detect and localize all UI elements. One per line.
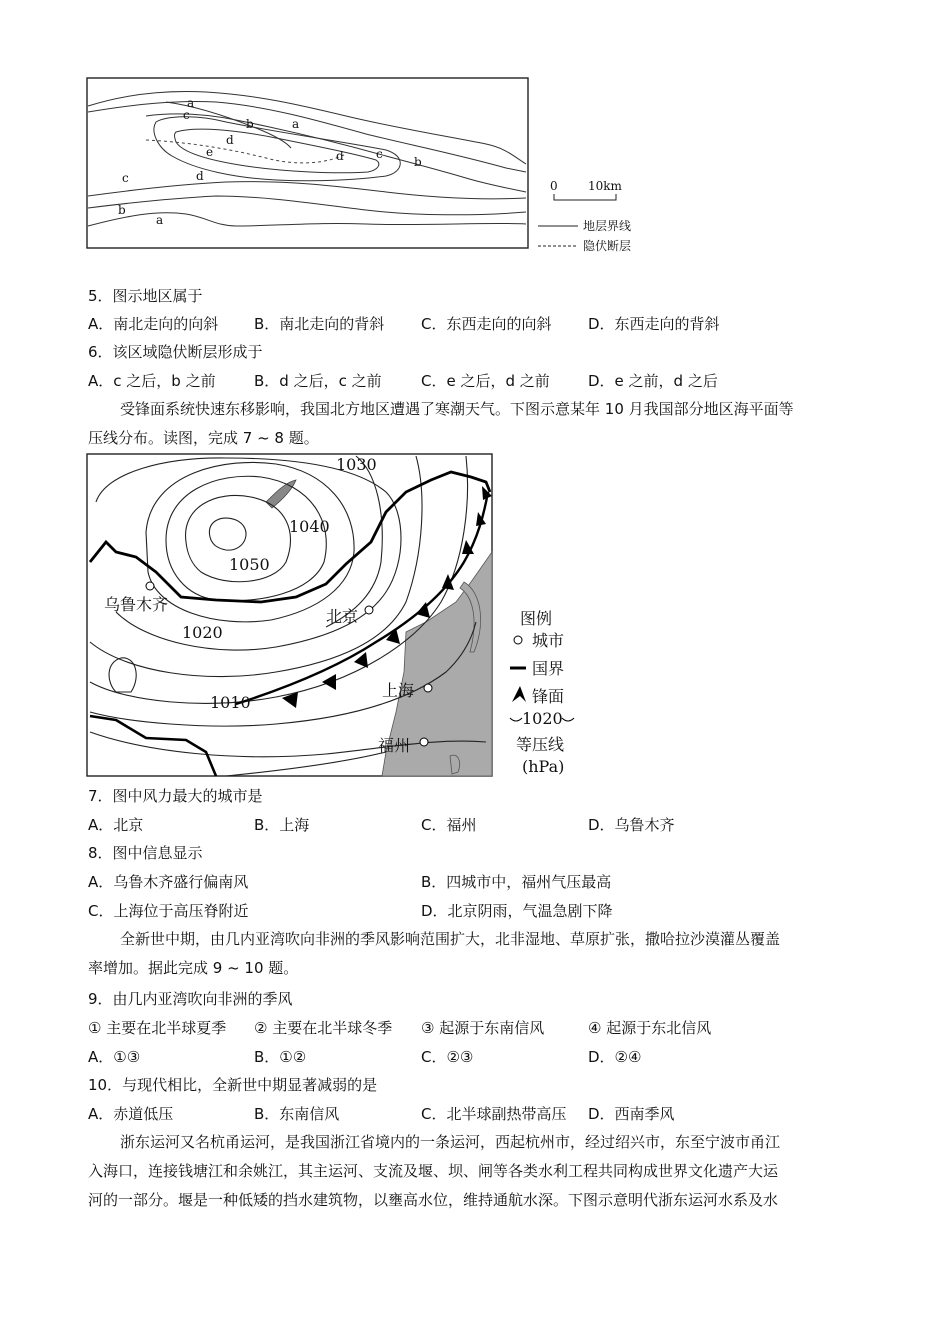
passage-canal [88, 1128, 868, 1215]
q5-option-d: D．东西走向的背斜 [588, 315, 720, 333]
scale-bar [554, 194, 616, 200]
q7-stem: 7．图中风力最大的城市是 [88, 787, 263, 805]
city-shanghai: 上海 [382, 681, 415, 700]
q7-option-b: B．上海 [254, 816, 310, 834]
q7-option-d: D．乌鲁木齐 [588, 816, 675, 834]
geo-label: d [196, 169, 204, 183]
geo-label: a [156, 213, 164, 227]
geo-label: b [118, 203, 126, 217]
city-fuzhou: 福州 [378, 736, 411, 755]
q9-item-4: ④ 起源于东北信风 [588, 1019, 712, 1037]
q5-stem: 5．图示地区属于 [88, 287, 203, 305]
q6-option-a: A．c 之后，b 之前 [88, 372, 216, 390]
q8-option-c: C．上海位于高压脊附近 [88, 902, 249, 920]
q10-option-c: C．北半球副热带高压 [421, 1105, 567, 1123]
passage-line: 受锋面系统快速东移影响，我国北方地区遭遇了寒潮天气。下图示意某年 10 月我国部分地区海平面等 [120, 400, 794, 418]
q9-option-b: B．①② [254, 1048, 307, 1066]
city-beijing: 北京 [326, 607, 359, 626]
q9-stem: 9．由几内亚湾吹向非洲的季风 [88, 990, 293, 1008]
q7-option-a: A．北京 [88, 816, 144, 834]
q8-stem: 8．图中信息显示 [88, 844, 203, 862]
q5-option-a: A．南北走向的向斜 [88, 315, 219, 333]
city-shanghai-marker [424, 684, 432, 692]
passage-line: 率增加。据此完成 9 ~ 10 题。 [88, 959, 299, 977]
q6-option-c: C．e 之后，d 之前 [421, 372, 550, 390]
q6-option-d: D．e 之前，d 之后 [588, 372, 718, 390]
passage-line: 压线分布。读图，完成 7 ~ 8 题。 [88, 429, 319, 447]
legend-isobar-icon-left [510, 718, 522, 721]
geo-label: e [206, 145, 214, 159]
geo-label: a [292, 117, 300, 131]
q7-option-c: C．福州 [421, 816, 477, 834]
geo-label: b [246, 117, 254, 131]
legend-front-icon [512, 686, 526, 702]
q9-option-d: D．②④ [588, 1048, 642, 1066]
passage-monsoon [88, 925, 868, 983]
city-urumqi: 乌鲁木齐 [104, 595, 169, 614]
passage-line: 河的一部分。堰是一种低矮的挡水建筑物，以壅高水位，维持通航水深。下图示意明代浙东运河水系及水 [88, 1191, 779, 1209]
geo-label: c [183, 108, 190, 122]
city-urumqi-marker [146, 582, 154, 590]
q9-option-c: C．②③ [421, 1048, 474, 1066]
isobar-1020-label: 1020 [182, 623, 223, 642]
isobar-1050-label: 1050 [229, 555, 270, 574]
q10-option-b: B．东南信风 [254, 1105, 340, 1123]
legend-fault: 隐伏断层 [583, 239, 632, 253]
scale-zero: 0 [550, 179, 558, 193]
q8-option-d: D．北京阴雨，气温急剧下降 [421, 902, 613, 920]
q9-item-3: ③ 起源于东南信风 [421, 1019, 545, 1037]
q6-option-b: B．d 之后，c 之前 [254, 372, 382, 390]
q10-stem: 10．与现代相比，全新世中期显著减弱的是 [88, 1076, 378, 1094]
isobar-1010-label: 1010 [210, 693, 251, 712]
geo-label: c [122, 171, 129, 185]
geo-label: b [414, 155, 422, 169]
legend-city: 城市 [532, 631, 565, 650]
passage-line: 浙东运河又名杭甬运河，是我国浙江省境内的一条运河，西起杭州市，经过绍兴市，东至宁波市甬江 [120, 1133, 781, 1151]
legend-isobar-value: 1020 [522, 709, 563, 728]
passage-line: 全新世中期，由几内亚湾吹向非洲的季风影响范围扩大，北非湿地、草原扩张，撒哈拉沙漠灌丛覆盖 [120, 930, 781, 948]
geo-label: d [226, 133, 234, 147]
q9-item-2: ② 主要在北半球冬季 [254, 1019, 393, 1037]
legend-border: 国界 [532, 659, 565, 678]
geology-figure [86, 76, 656, 258]
isobar-1040-label: 1040 [289, 517, 330, 536]
legend-boundary: 地层界线 [583, 219, 632, 233]
geo-label: a [187, 96, 195, 110]
legend-isobar-icon-right [562, 718, 574, 721]
island [450, 755, 460, 774]
geo-label: d [336, 149, 344, 163]
passage-cold-wave [88, 395, 868, 453]
isobar-1030-label: 1030 [336, 455, 377, 474]
city-beijing-marker [365, 606, 373, 614]
legend-front: 锋面 [532, 687, 565, 706]
legend-unit: (hPa) [522, 757, 565, 776]
legend-isobar: 等压线 [516, 735, 565, 754]
legend-city-icon [514, 636, 522, 644]
legend-title: 图例 [520, 609, 553, 628]
q5-option-c: C．东西走向的向斜 [421, 315, 552, 333]
scale-ten: 10km [588, 179, 622, 193]
q10-option-a: A．赤道低压 [88, 1105, 174, 1123]
q9-option-a: A．①③ [88, 1048, 141, 1066]
q9-item-1: ① 主要在北半球夏季 [88, 1019, 227, 1037]
q8-option-a: A．乌鲁木齐盛行偏南风 [88, 873, 249, 891]
q10-option-d: D．西南季风 [588, 1105, 675, 1123]
geo-label: c [376, 147, 383, 161]
passage-line: 入海口，连接钱塘江和余姚江，其主运河、支流及堰、坝、闸等各类水利工程共同构成世界文化遗产大运 [88, 1162, 779, 1180]
city-fuzhou-marker [420, 738, 428, 746]
pressure-map-figure [86, 452, 586, 782]
q5-option-b: B．南北走向的背斜 [254, 315, 385, 333]
q8-option-b: B．四城市中，福州气压最高 [421, 873, 612, 891]
q6-stem: 6．该区域隐伏断层形成于 [88, 343, 263, 361]
